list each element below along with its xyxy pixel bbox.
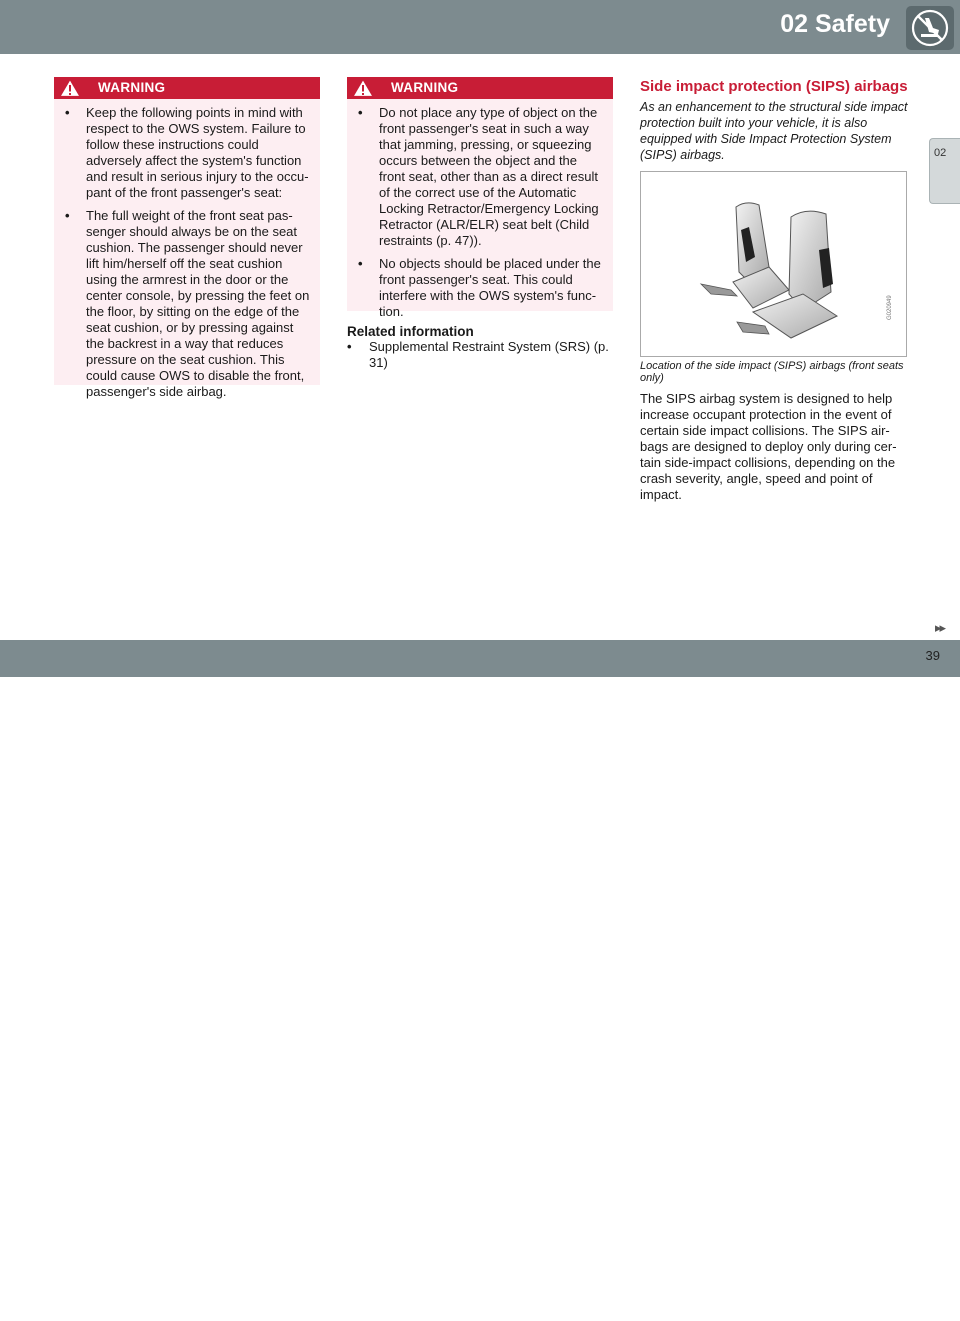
seat-airbag-illustration [640,171,907,357]
related-heading: Related information [347,324,474,339]
warning-item: • Do not place any type of object on the front passenger's seat in such a way that jamming, pressing, or squeezing occurs between the object and the front seat, other than as a direct result of the correct use of the Automatic Locking Retractor/Emergency Locking Retractor (ALR/ELR) seat belt (Child restraints (p. 47)). [347,105,605,249]
chapter-title: 02 Safety [780,10,890,38]
sips-section [640,78,908,163]
warning-header [54,77,320,99]
next-page-arrows-icon[interactable]: ▸▸ [934,620,944,635]
warning-label: WARNING [98,80,166,95]
warning-box-objects [347,77,613,319]
page-footer [0,640,960,1320]
section-body: The SIPS airbag system is designed to help increase occupant protection in the event of certain side impact collisions. The SIPS air-bags are designed to deploy only during cer-tain side-impact collisions, depending on the crash severity, angle, speed and point of impact. [640,391,897,502]
warning-box-ows [54,77,320,399]
warning-list [347,99,613,320]
warning-item: • Keep the following points in mind with respect to the OWS system. Failure to follow these instructions could adversely affect the system's function and result in serious injury to the occu-pant of the front passenger's seat: [54,105,312,201]
section-title: Side impact protection (SIPS) airbags [640,78,908,95]
warning-item: • The full weight of the front seat pas-senger should always be on the seat cushion. The passenger should never lift him/herself off the seat cushion using the armrest in the door or the center console, by pressing the feet on the floor, by sitting on the edge of the seat cushion, or by pressing against the backrest in a way that reduces pressure on the seat cushion. This could cause OWS to disable the front, passenger's side airbag. [54,208,312,400]
chapter-side-tab[interactable] [929,138,960,204]
figure-caption: Location of the side impact (SIPS) airbags (front seats only) [640,360,904,384]
related-list [347,339,609,371]
related-link[interactable]: • Supplemental Restraint System (SRS) (p. 31) [347,339,609,371]
warning-item: • No objects should be placed under the front passenger's seat. This could interfere with the OWS system's func-tion. [347,256,605,320]
watermark: carmanualsonline.info [653,1290,940,1320]
airbag-off-icon [906,6,954,50]
section-intro: As an enhancement to the structural side impact protection built into your vehicle, it is also equipped with Side Impact Protection System (SIPS) airbags. [640,100,908,162]
warning-triangle-icon [59,78,81,103]
warning-triangle-icon [352,78,374,103]
page-number: 39 [925,648,940,663]
warning-header [347,77,613,99]
related-information [347,324,609,371]
chapter-tab-label: 02 [934,147,947,159]
left-seat [701,203,789,308]
warning-label: WARNING [391,80,459,95]
warning-list [54,99,320,400]
figure-code: G020949 [887,295,893,320]
page-header [0,0,960,54]
